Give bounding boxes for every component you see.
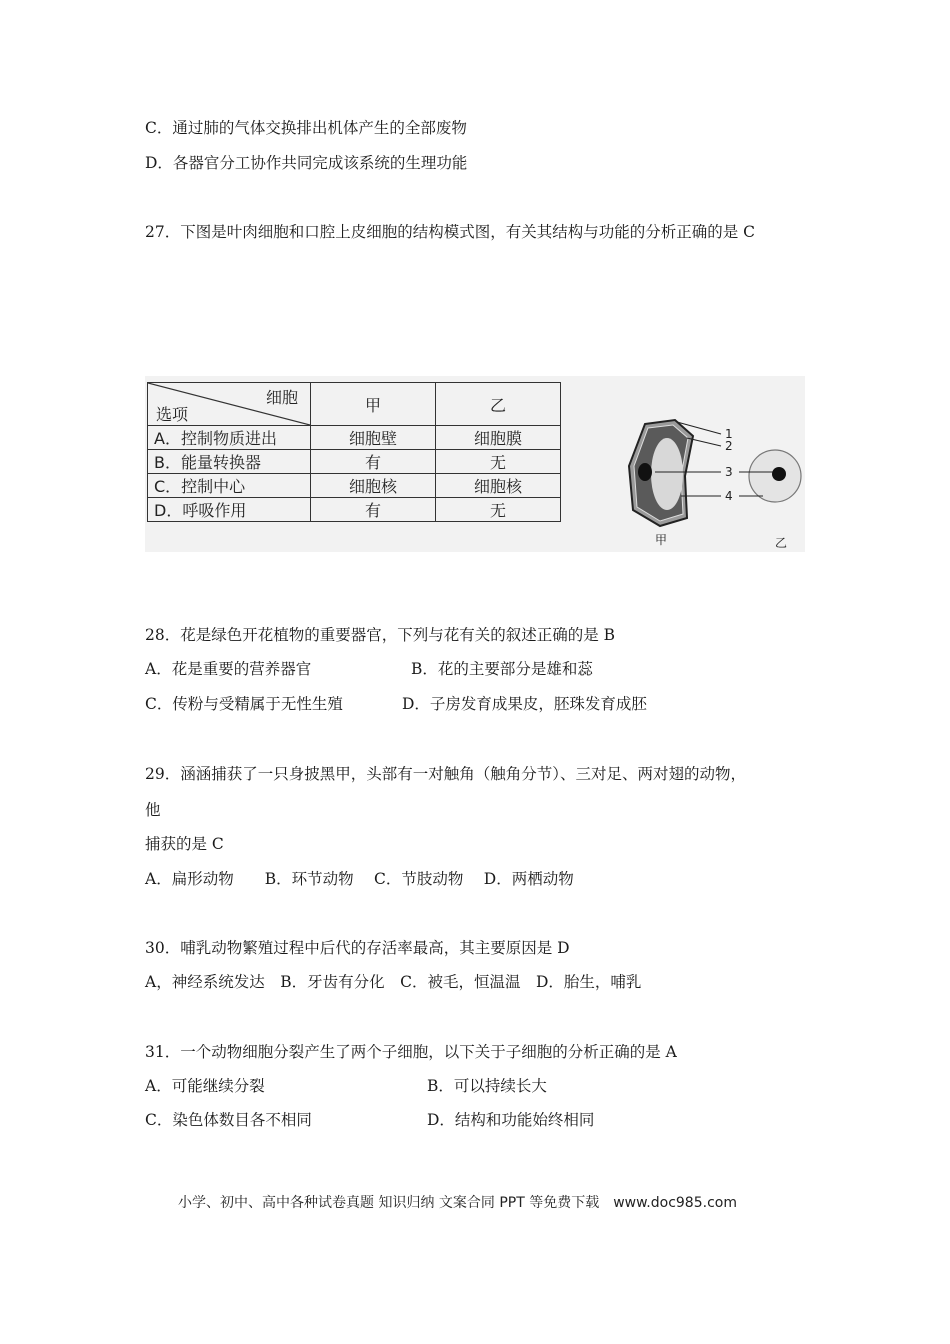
animal-nucleus — [772, 467, 786, 481]
q27-stem: 27．下图是叶肉细胞和口腔上皮细胞的结构模式图，有关其结构与功能的分析正确的是 C — [145, 223, 756, 241]
q27-row-yi: 无 — [436, 498, 561, 522]
q29-options: A．扁形动物 B．环节动物 C．节肢动物 D．两栖动物 — [145, 870, 574, 888]
q26-option-c: C．通过肺的气体交换排出机体产生的全部废物 — [145, 119, 467, 137]
q28-option-d: D．子房发育成果皮，胚珠发育成胚 — [402, 695, 647, 713]
q28-options-ab — [145, 659, 593, 679]
table-row — [148, 450, 561, 474]
cell-jia-label: 甲 — [655, 533, 668, 547]
q28-options-cd — [145, 694, 647, 714]
q28-option-b: B．花的主要部分是雄和蕊 — [411, 660, 593, 678]
q27-table-diagonal-header — [148, 383, 311, 426]
q31-option-d: D．结构和功能始终相同 — [427, 1111, 595, 1129]
q27-row-option: D．呼吸作用 — [148, 498, 311, 522]
page-footer: 小学、初中、高中各种试卷真题 知识归纳 文案合同 PPT 等免费下载 www.doc985.com — [178, 1195, 737, 1211]
q31-option-a: A．可能继续分裂 — [145, 1077, 265, 1095]
table-row — [148, 498, 561, 522]
q31-stem: 31．一个动物细胞分裂产生了两个子细胞，以下关于子细胞的分析正确的是 A — [145, 1043, 677, 1061]
q31-options-ab — [145, 1076, 547, 1096]
q30-stem: 30．哺乳动物繁殖过程中后代的存活率最高，其主要原因是 D — [145, 939, 570, 957]
q29-stem-line-3: 捕获的是 C — [145, 835, 224, 853]
q27-row-jia: 有 — [311, 450, 436, 474]
q27-col-jia: 甲 — [311, 383, 436, 426]
label-2: 2 — [725, 439, 733, 453]
q27-row-option: A．控制物质进出 — [148, 426, 311, 450]
q27-header-cell: 细胞 — [265, 388, 298, 407]
q31-options-cd — [145, 1110, 595, 1130]
label-3: 3 — [725, 465, 733, 479]
q31-option-c: C．染色体数目各不相同 — [145, 1111, 312, 1129]
q27-row-jia: 有 — [311, 498, 436, 522]
q27-row-yi: 细胞膜 — [436, 426, 561, 450]
q28-stem: 28．花是绿色开花植物的重要器官，下列与花有关的叙述正确的是 B — [145, 626, 616, 644]
q27-col-yi: 乙 — [436, 383, 561, 426]
plant-vacuole — [651, 438, 683, 510]
cell-yi-label: 乙 — [775, 536, 788, 550]
q28-option-c: C．传粉与受精属于无性生殖 — [145, 695, 343, 713]
q27-figure — [145, 376, 805, 552]
q27-row-yi: 无 — [436, 450, 561, 474]
table-row — [148, 426, 561, 450]
q27-row-jia: 细胞核 — [311, 474, 436, 498]
q26-option-d: D．各器官分工协作共同完成该系统的生理功能 — [145, 154, 468, 172]
q30-options: A，神经系统发达 B．牙齿有分化 C．被毛，恒温温 D．胎生，哺乳 — [145, 973, 642, 991]
q27-header-option: 选项 — [156, 405, 189, 424]
label-4: 4 — [725, 489, 733, 503]
q29-stem-line-2: 他 — [145, 801, 161, 819]
q31-option-b: B．可以持续长大 — [427, 1077, 547, 1095]
q27-row-option: C．控制中心 — [148, 474, 311, 498]
q27-row-yi: 细胞核 — [436, 474, 561, 498]
q27-row-option: B．能量转换器 — [148, 450, 311, 474]
q27-row-jia: 细胞壁 — [311, 426, 436, 450]
q27-table — [147, 382, 561, 522]
q28-option-a: A．花是重要的营养器官 — [145, 660, 312, 678]
cell-diagram — [615, 406, 805, 551]
q29-stem-line-1: 29．涵涵捕获了一只身披黑甲，头部有一对触角（触角分节）、三对足、两对翅的动物， — [145, 765, 746, 783]
label-1: 1 — [725, 427, 733, 441]
plant-nucleus — [638, 463, 652, 481]
table-row — [148, 474, 561, 498]
